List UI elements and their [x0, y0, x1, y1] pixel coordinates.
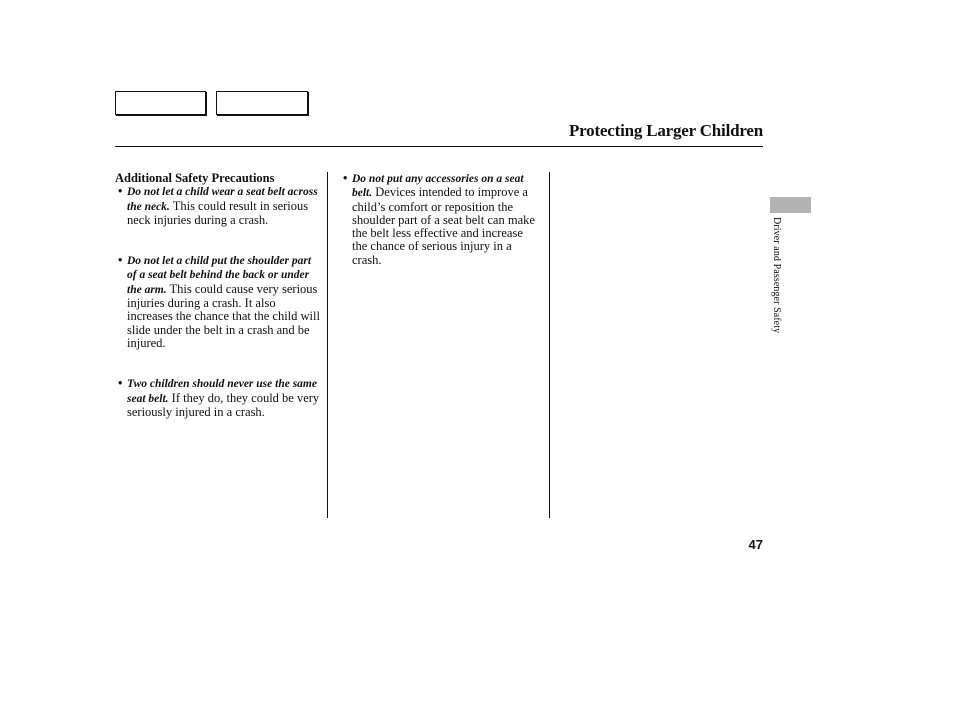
bullet-text: This could cause very serious injuries during a crash. It also increases the chance that the child will slide under the belt in a crash and be injured. — [127, 281, 320, 350]
bullet-text: This could result in serious neck injuries during a crash. — [127, 198, 309, 227]
bullet-lead: Do not put any accessories on a seat belt. — [352, 173, 524, 200]
bullet-icon: • — [118, 184, 123, 199]
page-number: 47 — [748, 537, 763, 552]
bullet-lead: Do not let a child wear a seat belt across the neck. — [127, 186, 318, 213]
bullet-lead: Two children should never use the same seat belt. — [127, 378, 317, 405]
list-item — [115, 377, 320, 419]
list-item — [115, 254, 320, 350]
header-rule — [115, 146, 763, 147]
nav-box-previous[interactable] — [115, 91, 206, 115]
list-item — [340, 172, 540, 267]
column-divider — [549, 172, 550, 518]
bullet-text: If they do, they could be very seriously injured in a crash. — [127, 390, 320, 419]
column-middle — [340, 172, 540, 294]
section-heading: Additional Safety Precautions — [115, 171, 275, 185]
bullet-lead: Do not let a child put the shoulder part of a seat belt behind the back or under the arm. — [127, 255, 312, 296]
section-tab[interactable] — [770, 197, 811, 213]
column-left — [115, 172, 320, 446]
column-divider — [327, 172, 328, 518]
list-item — [115, 185, 320, 227]
section-tab-label: Driver and Passenger Safety — [771, 217, 782, 334]
bullet-text: Devices intended to improve a child’s comfort or reposition the shoulder part of a seat belt can make the belt less effective and increase the chance of serious injury in a crash. — [352, 185, 535, 267]
bullet-icon: • — [118, 376, 123, 391]
page-title: Protecting Larger Children — [568, 121, 763, 140]
bullet-icon: • — [343, 171, 348, 185]
bullet-icon: • — [118, 253, 123, 268]
nav-box-next[interactable] — [216, 91, 308, 115]
